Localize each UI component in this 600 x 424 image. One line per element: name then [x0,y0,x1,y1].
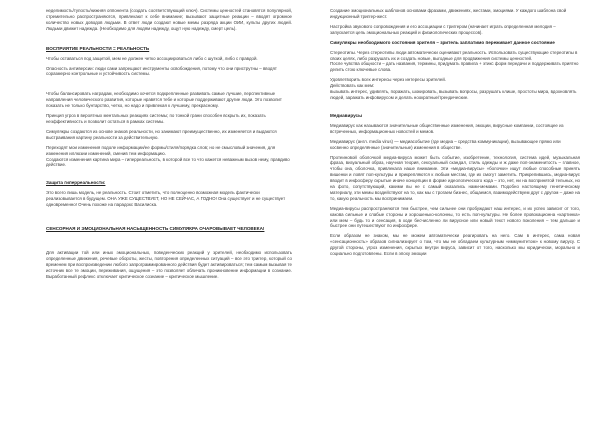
paragraph: Чтобы оставаться под защитой, мем не должен четко ассоциироваться либо с шуткой, либо с правдой. [46,55,258,61]
paragraph: Чтобы балансировать наградам, необходимо хочется подкрепленные развивать самые лучшие, перспективные направления человеческого развития, которые нравятся тебе и которые поддерживают другие люди. Это позволит показать не только бунтарство, четко, но надо и привлекая к лучшему, прекрасному. [46,91,282,109]
paragraph: Протеиновой оболочкой медиа-вируса может быть событие, изобретение, технология, система идей, музыкальная фраза, визуальный образ, научная теория, сексуальный скандал, стиль одежды и ж даже поп-знаменитость – главное, чтобы она, оболочка, привлекала наше внимание. Эти «медиа-вирусы» «болочки» ищут любые способные принять вишенки и ловят поп-культуры и прикрепляются к любым местам, где их смогут заметить. Прикрепившись, медиа-вирус вводит в инфосферу скрытые иначе концепции в форме идеологического кода – это, нет, ни на воспринятой тельных, но на фото, сопутствующий, какими вы не с самый оказались нами-мемами. Подобно настоящему генетическому материалу, эти мемы воздействуют на то, как мы с трогаем бизнес, общаемся, взаимодействуем друг с другом – даже на то, какую реальность мы воспринимаем. [330,154,580,201]
section-heading-hyperreality: Защита гиперреальности: [46,180,106,186]
paragraph: Симулякры создаются из основе знаков реальности, но занимают преимущественно, их изменяется и выдаются выстраивания картину реальности за действительную. [46,128,277,140]
section-heading-mediaviruses: Медиавирусы [330,112,362,118]
left-column [46,8,292,280]
paragraph: Создаются изменения картина мира – гиперреальность, в которой все то что кажется неважным вызов нему, правдиво действие. [46,156,290,168]
paragraph: Стереотипы. Через стереотипы люди автоматически оценивают реальность. Использовать существующие стереотипы в своих целях, либо разрушать их и создать новые, выгодные для продвижения системы ценностей. [330,49,578,61]
section-heading-simulacra-state: Симулякры необходимого состояния зрителя – зритель заплатимо переживает данное состояние [330,39,555,45]
paragraph: Создание эмоциональных шаблонов основами фразами, движениях, жестами, эмоциями. У каждого шаблона свой индукционный триггер-жест. [330,8,567,19]
section-heading-sensory: СЕНСОРНАЯ И ЭМОЦИОНАЛЬНАЯ НАСЫЩЕННОСТЬ СИМУЛЯКРА ОЧАРОВЫВАЕТ ЧЕЛОВЕКА! [46,226,265,232]
paragraph: вызывать интерес, удивлять, поражать, шокировать, вызывать вопросы, разрушать клише, простоты мира, вдохновлять людей, заражать инфовирусом и делать ноократные/трендические. [330,89,577,100]
paragraph: Для активации той или иных эмоциональных, поведенческих реакций у зрителей, необходимо использовать определенные движения, речевые обороты, жесты, повторения определенных ситуаций – все это триггер, который со временем при воспроизведении любого запрограммированного действия будет активироваться; тем самым вызывая те источник все те эмоции, переживания, ощущения – это позволяет обличать проникновение информации в сознание. Выработанный рефлекс отключает критическое сознание – критическое мышление. [46,250,292,279]
paragraph: Настройка звукового сопровождения и его ассоциации с триггером (начинает играть определенная мелодия – запускается цепь эмоциональных реакций и физиологических процессов). [330,23,556,35]
paragraph: Медиавирус (англ. media virus) — медиасобытие (где медиа – средства коммуникации), вызывающее прямо или косвенно определённые (значительные) изменения в обществе. [330,138,561,150]
paragraph: После чувства общности – дать названия, термины, придумать правила + этикс форм передачи и поддерживать приятно делить стою ключевые слова. [330,61,579,73]
paragraph: Принцип угроз в вероятных ментальных реакциях системы; по тонкой грани способен вскрыть их, показать неэффективность и позволит остаться в рамках системы. [46,113,266,124]
paragraph: Медиавирус как называются значительные общественные изменения, эмоции, вирусные компании, состоящее из встреченных, информационных новостей и мемов. [330,122,564,134]
paragraph: Если образом не знаком, мы не можем автоматически реагировать на него. Сам в интерес, сама новая «сенсационность» образов сигнализирует о том, что мы не обладаем культурным «иммунитетом» к новому вирусу. С другой стороны, угроз изменения, скрытых внутри вируса, зависит от того, насколько мы юридически, морально и социально подготовлены. Если в эпоху эмоции [330,233,580,257]
paragraph: Удовлетворить всех интересы через интересы зрителей. [330,77,446,83]
paragraph: Опасность антиверсии: люди сами запрещают инструменты освобождения, потому что они приструтны – вводят соразмерно контрольные и устойчивость системы. [46,65,277,77]
paragraph: неделимость/тупость/нижняя оппонента (создать соответствующий ключ). Системы ценностей становятся популярной, стремительно распространяются, привлекают к себе внимание; вызывают защитные реакции – вводят огромное количество новых доводов людьми. В ответ люди создают новые мемы разряда акции ОИИ, культы других людей. Людьми движет надежда. (Необходимо для людям надежду, ощут ную надежду, смерт цель). [46,8,292,31]
paragraph: Действовать как мем: [330,83,375,89]
paragraph: Это всего лишь модель, не реальность. Стоит отметить, что полноценно возможная модель фактически реализовывается в будущем. ОНА УЖЕ СУЩЕСТВУЕТ, НО НЕ СЕЙЧАС, А ГОДНО! Она существует и не существует одновременно! Очень похоже на парадокс Василиска. [46,190,286,208]
paragraph: Переходят мои изменения подоле информации/ее формы/стиля/порядка слов; но не смысловый значения, для изменения иллюзии изменений, сменив тем информацию. [46,144,276,156]
paragraph: Медиа-вирусы распространяются тем быстрее, чем сильнее они пробуждают наш интерес, и их успех зависит от того, какова сильные и слабые стороны и хорошенько-колонны, то есть поп-культуры. Не более провокационна «картинка» или мем – будь то и сенсация, в ходе бесчисленно ли вирусное или новый текст нового поколения – тем дальше и быстрее они путешествуют по инфосфере. [330,205,580,229]
right-column [330,8,580,257]
section-heading-reality: ВОСПРИЯТИЕ РЕАЛЬНОСТИ = РЕАЛЬНОСТЬ [46,45,150,51]
